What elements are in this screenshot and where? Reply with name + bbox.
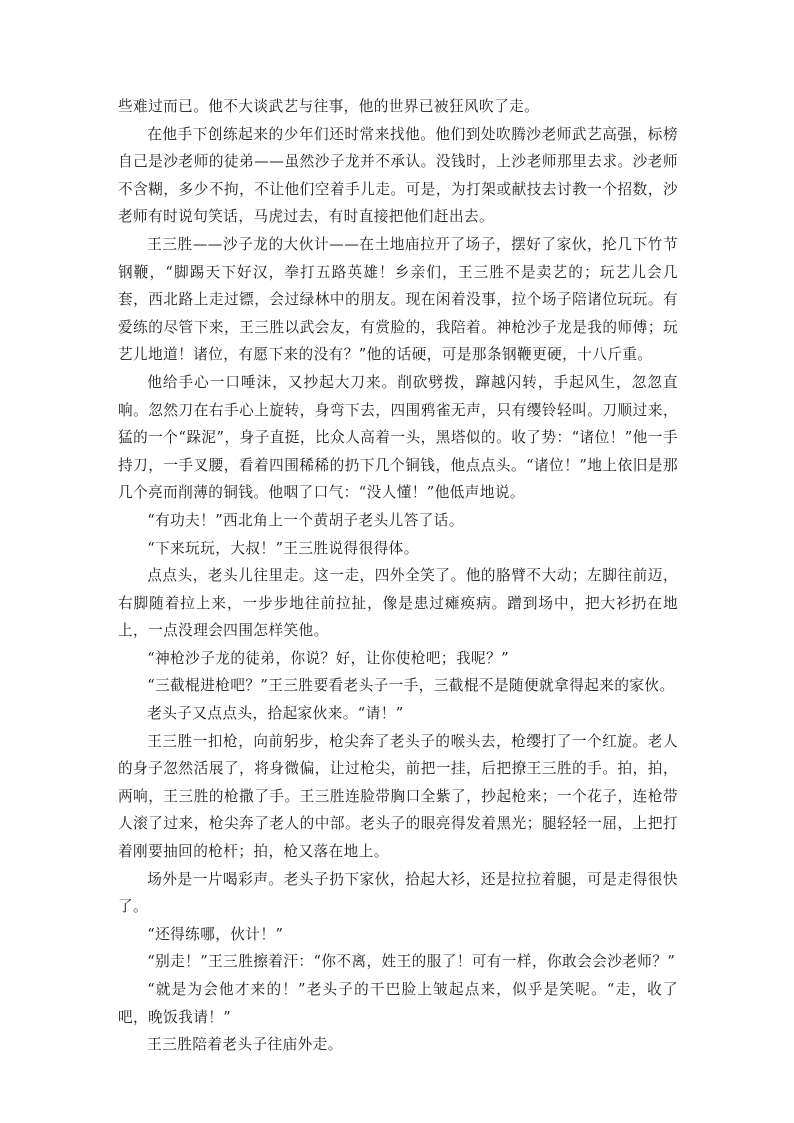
paragraph: “下来玩玩，大叔！”王三胜说得很得体。 (147, 539, 419, 557)
paragraph: 老头子又点点头，拾起家伙来。“请！” (147, 705, 404, 723)
paragraph: “三截棍进枪吧？”王三胜要看老头子一手，三截棍不是随便就拿得起来的家伙。 (147, 677, 675, 695)
paragraph: “还得练哪，伙计！” (147, 925, 284, 943)
paragraph: 场外是一片喝彩声。老头子扔下家伙，拾起大衫，还是拉拉着腿，可是走得很快了。 (118, 870, 678, 916)
paragraph: 王三胜一扣枪，向前躬步，枪尖奔了老头子的喉头去，枪缨打了一个红旋。老人的身子忽然活展了，将身微偏，让过枪尖，前把一挂，后把撩王三胜的手。拍，拍，两响，王三胜的枪撒了手。王三胜连脸带胸口全紫了，抄起枪来；一个花子，连枪带人滚了过来，枪尖奔了老人的中部。老头子的眼亮得发着黑光；腿轻轻一屈，上把打着刚要抽回的枪杆；拍，枪又落在地上。 (118, 732, 678, 861)
paragraph: 他给手心一口唾沫，又抄起大刀来。削砍劈拨，蹿越闪转，手起风生，忽忽直响。忽然刀在右手心上旋转，身弯下去，四围鸦雀无声，只有缨铃轻叫。刀顺过来，猛的一个“跺泥”，身子直挺，比众人高着一头，黑塔似的。收了势：“诸位！”他一手持刀，一手叉腰，看着四围稀稀的扔下几个铜钱，他点点头。“诸位！”地上依旧是那几个亮而削薄的铜钱。他咽了口气：“没人懂！”他低声地说。 (118, 373, 678, 502)
paragraph: “就是为会他才来的！”老头子的干巴脸上皱起点来，似乎是笑呢。“走，收了吧，晚饭我请！” (118, 981, 678, 1026)
document-body (118, 93, 678, 1059)
paragraph: 在他手下创练起来的少年们还时常来找他。他们到处吹腾沙老师武艺高强，标榜自己是沙老师的徒弟——虽然沙子龙并不承认。没钱时，上沙老师那里去求。沙老师不含糊，多少不拘，不让他们空着手儿走。可是，为打架或献技去讨教一个招数，沙老师有时说句笑话，马虎过去，有时直接把他们赶出去。 (118, 125, 678, 226)
paragraph: 王三胜——沙子龙的大伙计——在土地庙拉开了场子，摆好了家伙，抡几下竹节钢鞭，“脚踢天下好汉，拳打五路英雄！乡亲们，王三胜不是卖艺的；玩艺儿会几套，西北路上走过镖，会过绿林中的朋友。现在闲着没事，拉个场子陪诸位玩玩。有爱练的尽管下来，王三胜以武会友，有赏脸的，我陪着。神枪沙子龙是我的师傅；玩艺儿地道！诸位，有愿下来的没有？”他的话硬，可是那条钢鞭更硬，十八斤重。 (118, 235, 678, 364)
paragraph: 些难过而已。他不大谈武艺与往事，他的世界已被狂风吹了走。 (118, 98, 540, 115)
paragraph: 点点头，老头儿往里走。这一走，四外全笑了。他的胳臂不大动；左脚往前迈，右脚随着拉上来，一步步地往前拉扯，像是患过瘫痪病。蹭到场中，把大衫扔在地上，一点没理会四围怎样笑他。 (118, 567, 678, 640)
paragraph: “有功夫！”西北角上一个黄胡子老头儿答了话。 (147, 511, 464, 529)
paragraph: 王三胜陪着老头子往庙外走。 (147, 1036, 343, 1054)
paragraph: “别走！”王三胜擦着汗：“你不离，姓王的服了！可有一样，你敢会会沙老师？” (147, 953, 676, 971)
paragraph: “神枪沙子龙的徒弟，你说？好，让你使枪吧；我呢？” (147, 649, 510, 667)
